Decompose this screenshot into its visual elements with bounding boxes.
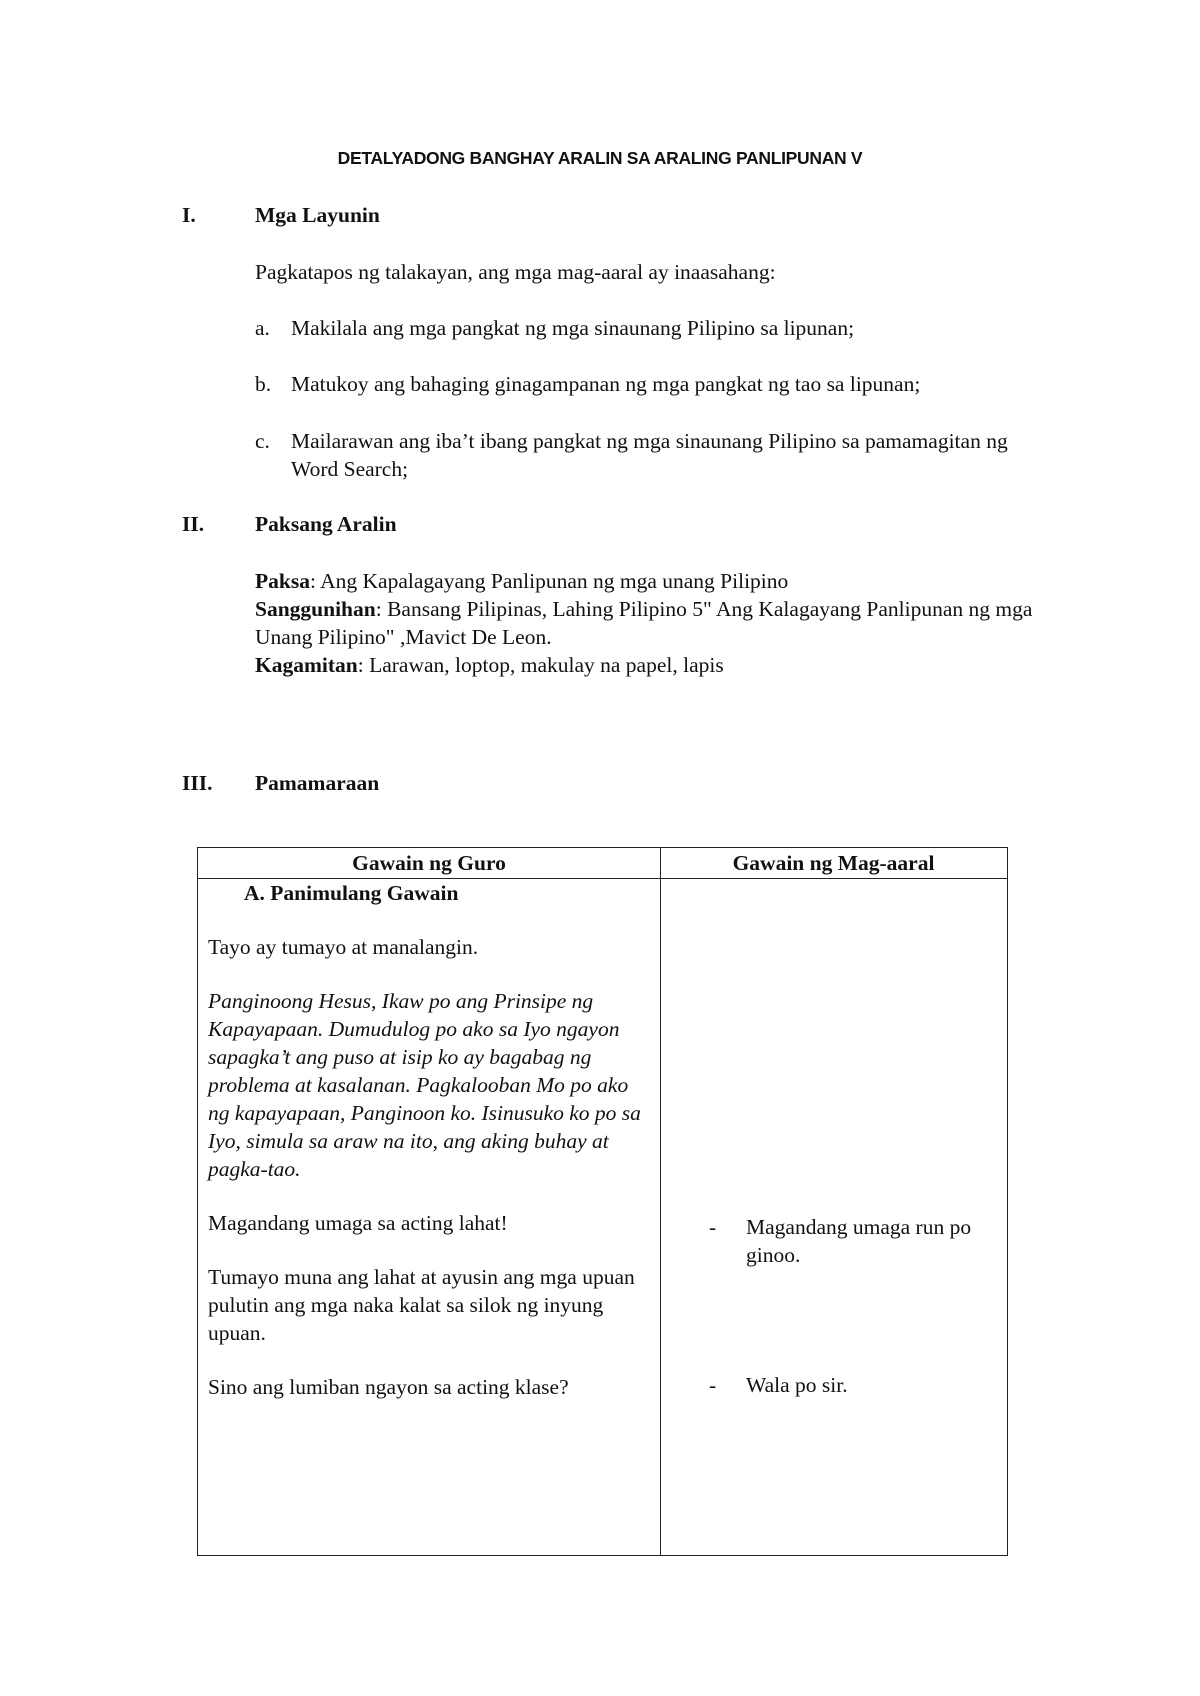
column-divider <box>660 848 661 1555</box>
greeting-line: Magandang umaga sa acting lahat! <box>208 1211 508 1235</box>
sub-heading-introductory: A. Panimulang Gawain <box>244 881 459 905</box>
prayer-text: Panginoong Hesus, Ikaw po ang Prinsipe ng Kapayapaan. Dumudulog po ako sa Iyo ngayon sapagka’t ang puso at isip ko ay bagabag ng problema at kasalanan. Pagkalooban Mo po ako ng kapayapaan, Panginoon ko. Isinusuko ko po sa Iyo, simula sa araw na ito, ang aking buhay at pagka-tao. <box>208 989 641 1181</box>
objective-text: Makilala ang mga pangkat ng mga sinaunang Pilipino sa lipunan; <box>291 316 855 340</box>
section-heading-subject: Paksang Aralin <box>255 512 397 536</box>
objective-text: Mailarawan ang iba’t ibang pangkat ng mga sinaunang Pilipino sa pamamagitan ng Word Search; <box>291 429 1008 481</box>
document-title: DETALYADONG BANGHAY ARALIN SA ARALING PANLIPUNAN V <box>337 148 863 168</box>
table-header-row <box>198 848 1007 879</box>
reference-line <box>255 595 1055 651</box>
teacher-activity-cell <box>208 879 653 1401</box>
header-student-activity: Gawain ng Mag-aaral <box>732 851 935 875</box>
objectives-intro: Pagkatapos ng talakayan, ang mga mag-aaral ay inaasahang: <box>255 260 776 284</box>
subject-matter-details <box>255 567 1055 679</box>
section-heading-objectives: Mga Layunin <box>255 203 380 227</box>
absent-question: Sino ang lumiban ngayon sa acting klase? <box>208 1375 569 1399</box>
arrange-line: Tumayo muna ang lahat at ayusin ang mga upuan pulutin ang mga naka kalat sa silok ng inyung upuan. <box>208 1265 635 1345</box>
section-heading-procedure: Pamamaraan <box>255 771 380 795</box>
lesson-procedure-table <box>197 847 1008 1556</box>
section-number-procedure: III. <box>182 771 213 795</box>
materials-value: : Larawan, loptop, makulay na papel, lapis <box>357 653 724 677</box>
materials-line <box>255 651 1055 679</box>
response-dash: - <box>709 1215 717 1239</box>
objective-letter: a. <box>255 316 270 340</box>
response-text: Magandang umaga run po ginoo. <box>746 1215 972 1267</box>
objective-text: Matukoy ang bahaging ginagampanan ng mga pangkat ng tao sa lipunan; <box>291 372 921 396</box>
response-text: Wala po sir. <box>746 1373 848 1397</box>
reference-label: Sanggunihan <box>255 597 376 621</box>
response-dash: - <box>709 1373 717 1397</box>
section-number-objectives: I. <box>182 203 196 227</box>
stand-and-pray: Tayo ay tumayo at manalangin. <box>208 935 479 959</box>
materials-label: Kagamitan <box>255 653 358 677</box>
section-number-subject: II. <box>182 512 205 536</box>
header-teacher-activity: Gawain ng Guro <box>352 851 506 875</box>
topic-label: Paksa <box>255 569 310 593</box>
objective-letter: b. <box>255 372 272 396</box>
objective-letter: c. <box>255 429 270 453</box>
topic-value: : Ang Kapalagayang Panlipunan ng mga unang Pilipino <box>309 569 789 593</box>
topic-line <box>255 567 1055 595</box>
reference-value: : Bansang Pilipinas, Lahing Pilipino 5" Ang Kalagayang Panlipunan ng mga Unang Pilipino" ,Mavict De Leon. <box>255 597 1033 649</box>
